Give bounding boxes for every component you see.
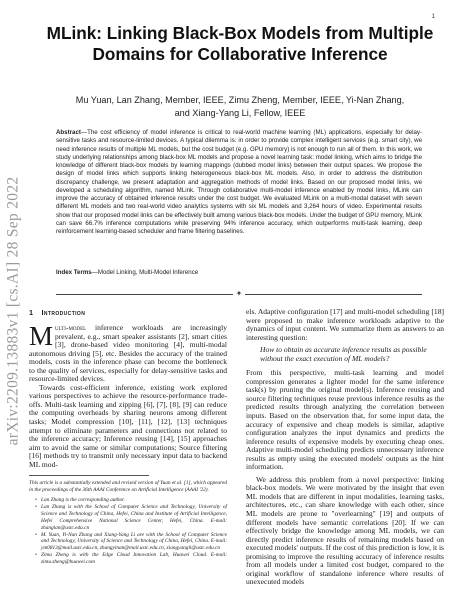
page-number: 1	[431, 14, 435, 20]
right-column	[246, 308, 444, 587]
section-title: Introduction	[41, 308, 86, 317]
bullet-icon: •	[35, 552, 37, 559]
arxiv-stamp-text: arXiv:2209.13883v1 [cs.AI] 28 Sep 2022	[4, 176, 21, 446]
lead-words: ulti-model	[55, 323, 87, 332]
footnote-text: Lan Zhang is the corresponding author.	[41, 497, 125, 504]
footnote-item	[35, 497, 227, 504]
left-column	[29, 308, 227, 566]
arxiv-stamp	[2, 142, 24, 480]
intro-paragraph-1	[29, 321, 227, 384]
abstract-text: —The cost efficiency of model inference is critical to real-world machine learning (ML) applications, especially for delay-sensitive tasks and resource-limited devices. A typical dilemma is: in order to provide complex intelligent services (e.g. smart city), we need inference results of multiple ML models, but the cost budget (e.g. GPU memory) is not enough to run all of them. In this work, we study underlying relationships among black-box ML models and propose a novel learning task: model linking, which aims to bridge the knowledge of different black-box models by learning mappings (dubbed model links) between their output spaces. We propose the design of model links which supports linking heterogeneous black-box ML models. Also, in order to address the distribution discrepancy challenge, we present adaptation and aggregation methods of model links. Based on our proposed model links, we developed a scheduling algorithm, named MLink. Through collaborative multi-model inference enabled by model links, MLink can improve the accuracy of obtained inference results under the cost budget. We evaluated MLink on a multi-modal dataset with seven different ML models and two real-world video analytics systems with six ML models and 3,264 hours of video. Experimental results show that our proposed model links can be effectively built among various black-box models. Under the budget of GPU memory, MLink can save 66.7% inference computations while preserving 94% inference accuracy, which outperforms multi-task learning, deep reinforcement learning-based scheduler and frame filtering baselines.	[56, 129, 423, 235]
section-heading	[29, 308, 227, 317]
footnotes	[29, 480, 227, 566]
divider-line-right	[245, 294, 422, 295]
divider-line-left	[56, 294, 233, 295]
index-terms	[56, 269, 422, 277]
bullet-icon: •	[35, 504, 37, 511]
section-divider	[56, 290, 422, 298]
intro-paragraph-1-text: inference workloads are increasingly prevalent, e.g., smart speaker assistants [2], smart cities [3], drone-based video monitoring [4], multi-modal autonomous driving [5], etc. Besides the accuracy of the trained models, costs in the inference phase can become the bottleneck to the quality of services, especially for delay-sensitive tasks and resource-limited devices.	[29, 323, 227, 384]
footnote-rule	[29, 475, 149, 476]
intro-paragraph-2: Towards cost-efficient inference, existing work explored various perspectives to achieve the resource-performance trade-offs. Multi-task learning and zipping [6], [7], [8], [9] can reduce the computing overheads by sharing neurons among different tasks; Model compression [10], [11], [12], [13] techniques attempt to eliminate parameters and connections not related to the inference accuracy; Inference reusing [14], [15] approaches aim to avoid the same or similar computations; Source filtering [16] methods try to transmit only necessary input data to backend ML mod-	[29, 382, 227, 469]
footnote-text: Lan Zhang is with the School of Computer Science and Technology, University of Science and Technology of China, Hefei, China and Institute of Artificial Intelligence, Hefei Comprehensive National Science Center, Hefei, China. E-mail: zhanglan@ustc.edu.cn	[41, 504, 227, 531]
footnote-item	[35, 532, 227, 552]
footnote-item	[35, 504, 227, 531]
paper-title: MLink: Linking Black-Box Models from Multiple Domains for Collaborative Inference	[46, 23, 434, 64]
index-terms-text: —Model Linking, Multi-Model Inference	[91, 269, 199, 276]
footnote-intro: This article is a substantially extended and revised version of Yuan et al. [1], which appeared in the proceedings of the 36th AAAI Conference on Artificial Intelligence (AAAI '22).	[29, 479, 227, 493]
right-paragraph-1: els. Adaptive configuration [17] and multi-model scheduling [18] were proposed to make inference workloads adaptive to the dynamics of input content. We summarize them as answers to an interesting question:	[246, 307, 444, 342]
abstract	[56, 129, 422, 236]
research-question: How to obtain as accurate inference results as possible without the exact execution of ML models?	[260, 345, 427, 363]
right-paragraph-3: We address this problem from a novel perspective: linking black-box models. We were motivated by the insight that even ML models that are different in input modalities, learning tasks, architectures, etc., can share knowledge with each other, since ML models are prone to "overlearning" [19] and outputs of different models have semantic correlations [20]. If we can effectively bridge the knowledge among ML models, we can directly predict inference results of remaining models based on executed models' outputs. If the cost of this prediction is low, it is promising to improve the resulting accuracy of inference results from all models under a limited cost budget, compared to the original workflow of standalone inference where results of unexecuted models	[246, 474, 444, 587]
author-line-2: and Xiang-Yang Li, Fellow, IEEE	[174, 108, 306, 118]
section-number: 1	[29, 308, 34, 317]
bullet-icon: •	[35, 531, 37, 538]
index-terms-label: Index Terms	[56, 269, 92, 276]
drop-cap: M	[29, 321, 54, 351]
footnote-item	[35, 552, 227, 565]
footnote-text: M. Yuan, Yi-Nan Zhang and Xiang-Yang Li are with the School of Computer Science and Technology, University of Science and Technology of China, Hefei, China. E-mail: ym0813@mail.ustc.edu.cn, zhangyinan@mail.ustc.edu.cn, xiangyangli@ustc.edu.cn	[41, 531, 227, 552]
footnote-text: Zimu Zheng is with the Edge Cloud Innovation Lab, Huawei Cloud. E-mail: zimu.zheng@huawei.com	[41, 552, 227, 566]
diamond-ornament-icon: ✦	[235, 289, 243, 298]
author-list	[40, 94, 440, 120]
abstract-label: Abstract	[56, 129, 81, 136]
author-line-1: Mu Yuan, Lan Zhang, Member, IEEE, Zimu Zheng, Member, IEEE, Yi-Nan Zhang,	[75, 95, 405, 105]
right-paragraph-2: From this perspective, multi-task learning and model compression generates a lighter model for the same inference task(s) by pruning the original model(s). Inference reusing and source filtering techniques reuse previous inference results as the predicted results through analyzing the correlation between inputs. Based on the observation that, for some input data, the accuracy of expensive and cheap models is similar, adaptive configuration analyzes the input dynamics and predicts the inference results of expensive models by executing cheap ones. Adaptive multi-model scheduling predicts unnecessary inference results as empty using the executed models' outputs as the hint information.	[246, 368, 444, 472]
bullet-icon: •	[35, 497, 37, 504]
